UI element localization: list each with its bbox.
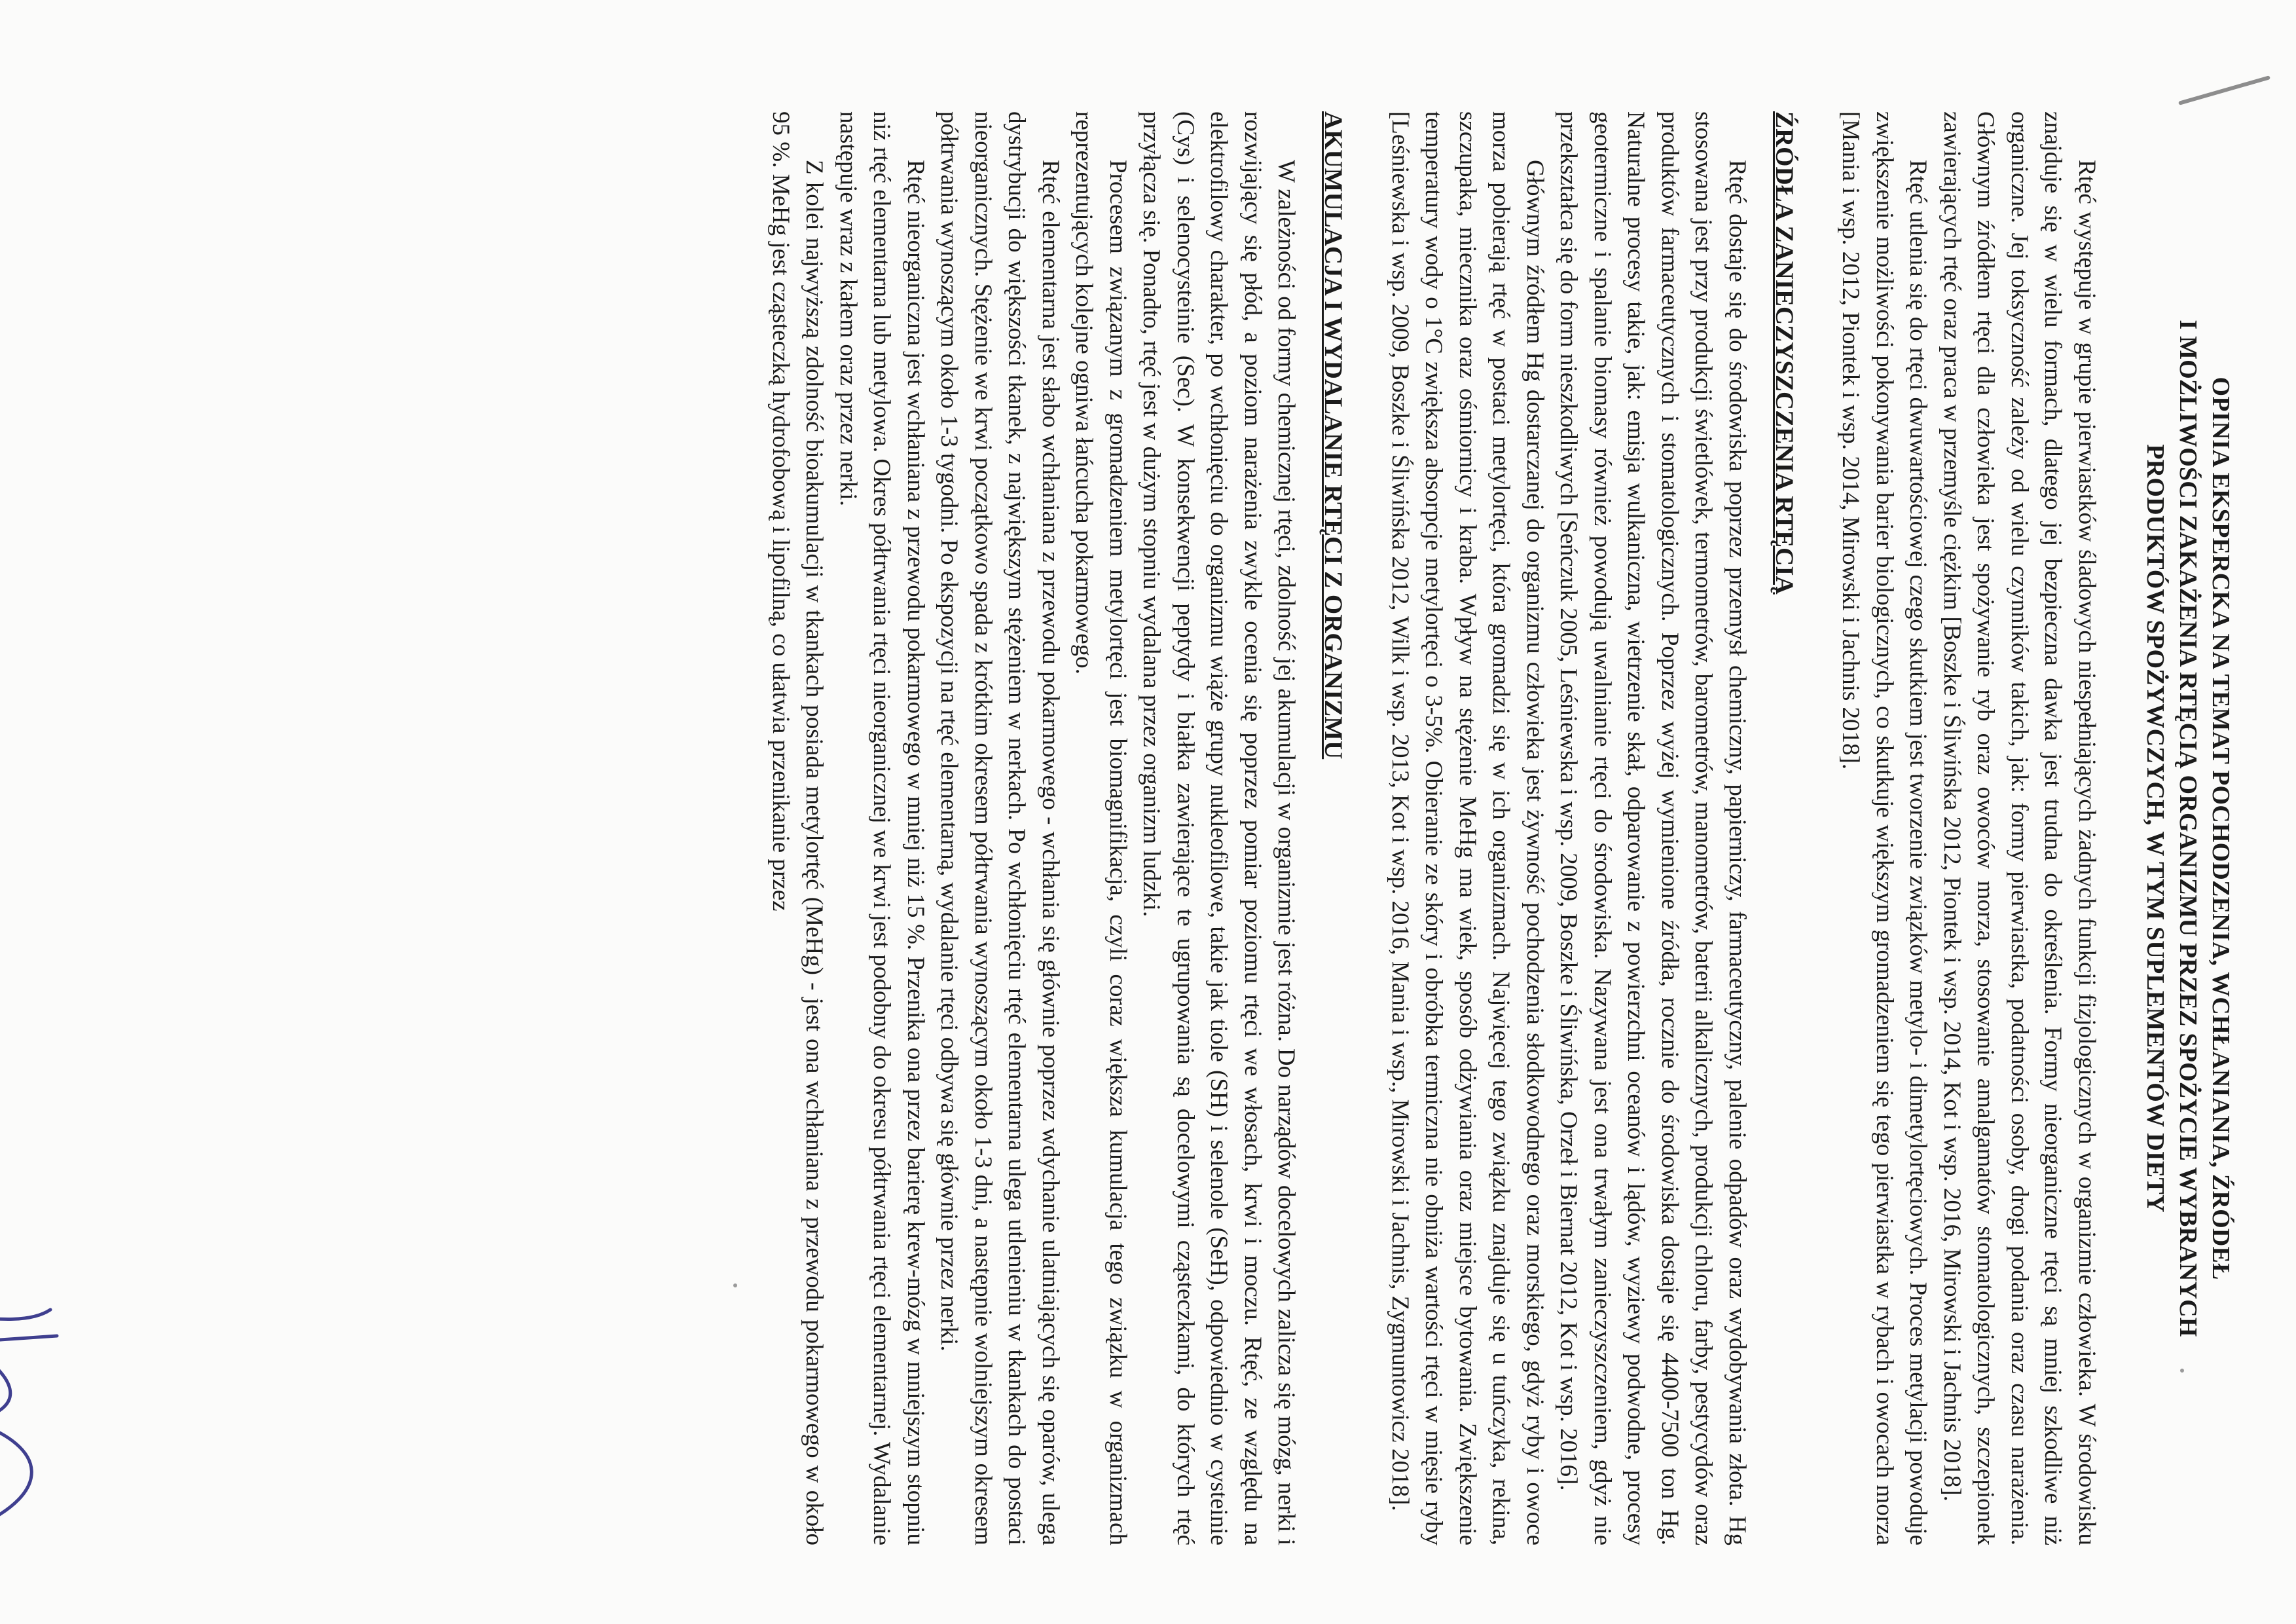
title-line: I MOŻLIWOŚCI ZAKAŻENIA RTĘCIĄ ORGANIZMU PRZEZ SPOŻYCIE WYBRANYCH — [2174, 320, 2202, 1337]
accumulation-paragraph: Z kolei najwyższą zdolność bioakumulacji w tkankach posiada metylortęć (MeHg) - jest ona wchłaniana z przewodu pokarmowego w około 95 %. MeHg jest cząsteczką hydrofobową i lipofilną, co ułatwia przenikanie przez — [767, 111, 828, 1545]
title-line: OPINIA EKSPERCKA NA TEMAT POCHODZENIA, WCHŁANIANIA, ŹRÓDEŁ — [2207, 377, 2234, 1280]
accumulation-paragraph: W zależności od formy chemicznej rtęci, zdolność jej akumulacji w organizmie jest różna. Do narządów docelowych zalicza się mózg, nerki i rozwijający się płód, a poziom narażenia zwykle ocenia się poprzez pomiar poziomu rtęci we włosach, krwi i moczu. Rtęć, ze względu na elektrofilowy charakter, po wchłonięciu do organizmu wiąże grupy nukleofilowe, takie jak tiole (SH) i selenole (SeH), odpowiednio w cysteinie (Cys) i selenocysteinie (Sec). W konsekwencji peptydy i białka zawierające te ugrupowania są docelowymi cząsteczkami, do których rtęć przyłącza się. Ponadto, rtęć jest w dużym stopniu wydalana przez organizm ludzki. — [1138, 111, 1300, 1545]
section-heading-accumulation: AKUMULACJA I WYDALANIE RTĘCI Z ORGANIZMU — [1319, 111, 1348, 760]
title-line: PRODUKTÓW SPOŻYWCZYCH, W TYM SUPLEMENTÓW DIETY — [2141, 444, 2169, 1213]
sources-paragraph: Rtęć dostaje się do środowiska poprzez przemysł chemiczny, papierniczy, farmaceutyczny, palenie odpadów oraz wydobywania złota. Hg stosowana jest przy produkcji świetlówek, termometrów, barometrów, manometrów, baterii alkalicznych, produkcji chloru, farby, pestycydów oraz produktów farmaceutycznych i stomatologicznych. Poprzez wyżej wymienione źródła, rocznie do środowiska dostaje się 4400-7500 ton Hg. Naturalne procesy takie, jak: emisja wulkaniczna, wietrzenie skał, odparowanie z powierzchni oceanów i lądów, wyziewy podwodne, procesy geotermiczne i spalanie biomasy również powodują uwalnianie rtęci do środowiska. Nazywana jest ona trwałym zanieczyszczeniem, gdyż nie przekształca się do form nieszkodliwych [Seńczuk 2005, Leśniewska i wsp. 2009, Boszke i Śliwińska, Orzeł i Biernat 2012, Kot i wsp. 2016]. — [1555, 111, 1751, 1545]
accumulation-paragraph: Procesem związanym z gromadzeniem metylortęci jest biomagnifikacja, czyli coraz większa kumulacja tego związku w organizmach reprezentujących kolejne ogniwa łańcucha pokarmowego. — [1070, 111, 1131, 1545]
section-heading-sources: ŹRÓDŁA ZANIECZYSZCZENIA RTĘCIĄ — [1770, 111, 1798, 595]
sources-paragraph: Głównym źródłem Hg dostarczanej do organizmu człowieka jest żywność pochodzenia słodkowodnego oraz morskiego, gdyż ryby i owoce morza pobierają rtęć w postaci metylortęci, która gromadzi się w ich organizmach. Najwięcej tego związku znajduje się u tuńczyka, rekina, szczupaka, miecznika oraz ośmiornicy i kraba. Wpływ na stężenie MeHg ma wiek, sposób odżywiania oraz miejsce bytowania. Zwiększenie temperatury wody o 1°C zwiększa absorpcje metylortęci o 3-5%. Obieranie ze skóry i obróbka termiczna nie obniża wartości rtęci w mięsie ryby [Leśniewska i wsp. 2009, Boszke i Śliwińska 2012, Wilk i wsp. 2013, Kot i wsp. 2016, Mania i wsp., Mirowski i Jachnis, Zygmuntowicz 2018]. — [1387, 111, 1548, 1545]
accumulation-paragraph: Rtęć nieorganiczna jest wchłaniana z przewodu pokarmowego w mniej niż 15 %. Przenika ona przez barierę krew-mózg w mniejszym stopniu niż rtęć elementarna lub metylowa. Okres półtrwania rtęci nieorganicznej we krwi jest podobny do okresu półtrwania rtęci elementarnej. Wydalanie następuje wraz z kałem oraz przez nerki. — [835, 111, 929, 1545]
document-title — [2139, 111, 2237, 1545]
intro-paragraph: Rtęć występuje w grupie pierwiastków śladowych niespełniających żadnych funkcji fizjologicznych w organizmie człowieka. W środowisku znajduje się w wielu formach, dlatego jej bezpieczna dawka jest trudna do określenia. Formy nieorganiczne rtęci są mniej szkodliwe niż organiczne. Jej toksyczność zależy od wielu czynników takich, jak: formy pierwiastka, podatności osoby, drogi podania oraz czasu narażenia. Głównym źródłem rtęci dla człowieka jest spożywanie ryb oraz owoców morza, stosowanie amalgamatów stomatologicznych, szczepionek zawierających rtęć oraz praca w przemyśle ciężkim [Boszke i Śliwińska 2012, Piontek i wsp. 2014, Kot i wsp. 2016, Mirowski i Jachnis 2018]. — [1939, 111, 2100, 1545]
accumulation-paragraph: Rtęć elementarna jest słabo wchłaniana z przewodu pokarmowego - wchłania się głównie poprzez wdychanie ulatniających się oparów, ulega dystrybucji do większości tkanek, z największym stężeniem w nerkach. Po wchłonięciu rtęć elementarna ulega utlenieniu w tkankach do postaci nieorganicznych. Stężenie we krwi początkowo spada z krótkim okresem półtrwania wynoszącym około 1-3 dni, a następnie wolniejszym okresem półtrwania wynoszącym około 1-3 tygodni. Po ekspozycji na rtęć elementarną, wydalanie rtęci odbywa się głównie przez nerki. — [936, 111, 1064, 1545]
intro-paragraph: Rtęć utlenia się do rtęci dwuwartościowej czego skutkiem jest tworzenie związków metylo- i dimetylortęciowych. Proces metylacji powoduje zwiększenie możliwości pokonywania barier biologicznych, co skutkuje większym gromadzeniem się tego pierwiastka w rybach i owocach morza [Mania i wsp. 2012, Piontek i wsp. 2014, Mirowski i Jachnis 2018]. — [1837, 111, 1932, 1545]
document-page — [57, 111, 2237, 1545]
handwritten-initials — [0, 1297, 77, 1545]
